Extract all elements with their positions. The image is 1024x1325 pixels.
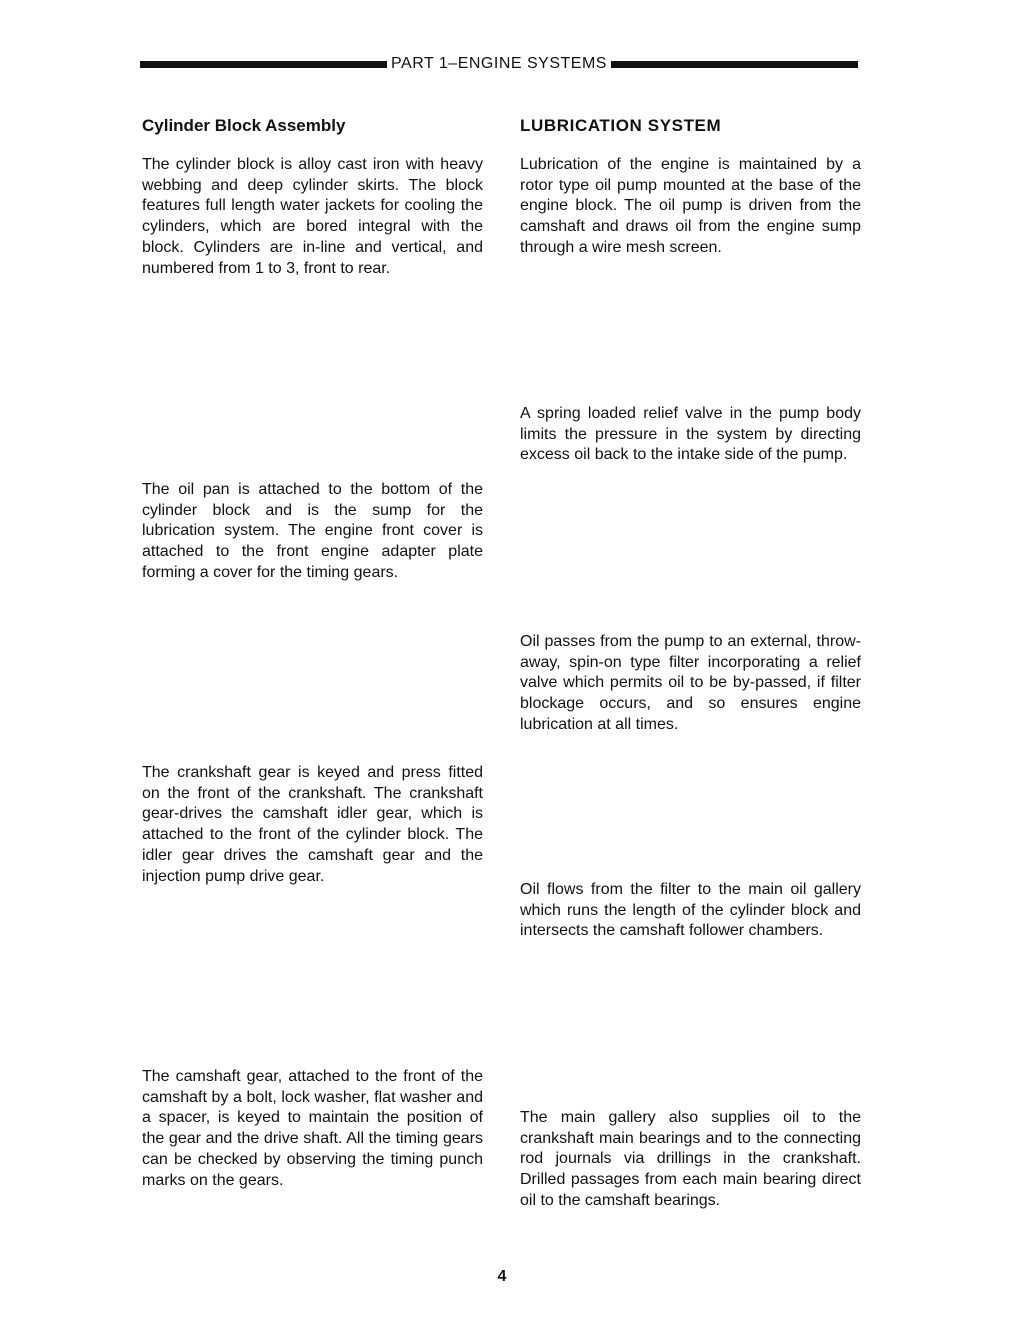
section-heading-lubrication-system: LUBRICATION SYSTEM xyxy=(520,116,722,135)
section-heading-cylinder-block: Cylinder Block Assembly xyxy=(142,116,346,135)
page-header xyxy=(140,52,858,76)
paragraph-crankshaft-gear: The crankshaft gear is keyed and press fitted on the front of the crankshaft. The crankshaft gear-drives the camshaft idler gear, which is attached to the front of the cylinder block. The idler gear drives the camshaft gear and the injection pump drive gear. xyxy=(142,764,483,885)
paragraph-oil-pan: The oil pan is attached to the bottom of the cylinder block and is the sump for the lubrication system. The engine front cover is attached to the front engine adapter plate forming a cover for the timing gears. xyxy=(142,481,483,581)
header-rule-right xyxy=(611,61,858,68)
paragraph-main-gallery-bearings: The main gallery also supplies oil to the crankshaft main bearings and to the connecting rod journals via drillings in the crankshaft. Drilled passages from each main bearing direct oil to the camshaft bearings. xyxy=(520,1109,861,1209)
paragraph-main-oil-gallery: Oil flows from the filter to the main oil gallery which runs the length of the cylinder block and intersects the camshaft follower chambers. xyxy=(520,881,861,940)
paragraph-oil-pump: Lubrication of the engine is maintained by a rotor type oil pump mounted at the base of the engine block. The oil pump is driven from the camshaft and draws oil from the engine sump through a wire mesh screen. xyxy=(520,156,861,256)
header-rule-left xyxy=(140,61,387,68)
paragraph-camshaft-gear: The camshaft gear, attached to the front of the camshaft by a bolt, lock washer, flat washer and a spacer, is keyed to maintain the position of the gear and the drive shaft. All the timing gears can be checked by observing the timing punch marks on the gears. xyxy=(142,1068,483,1189)
page-number: 4 xyxy=(497,1268,507,1285)
paragraph-cylinder-block-description: The cylinder block is alloy cast iron with heavy webbing and deep cylinder skirts. The block features full length water jackets for cooling the cylinders, which are bored integral with the block. Cylinders are in-line and vertical, and numbered from 1 to 3, front to rear. xyxy=(142,156,483,277)
header-title: PART 1–ENGINE SYSTEMS xyxy=(391,55,607,72)
paragraph-oil-filter: Oil passes from the pump to an external, throw-away, spin-on type filter incorporating a relief valve which permits oil to be by-passed, if filter blockage occurs, and so ensures engine lubrication at all times. xyxy=(520,633,861,733)
paragraph-relief-valve: A spring loaded relief valve in the pump body limits the pressure in the system by directing excess oil back to the intake side of the pump. xyxy=(520,405,861,464)
